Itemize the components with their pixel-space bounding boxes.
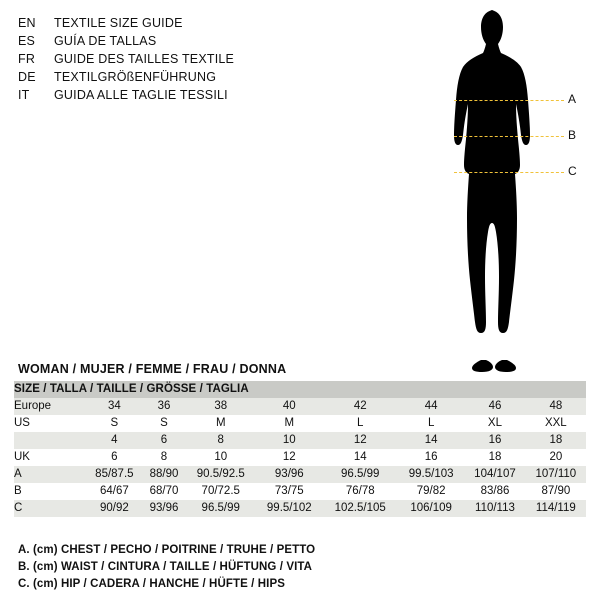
cell: 16 bbox=[464, 432, 525, 449]
cell: 85/87.5 bbox=[86, 466, 143, 483]
language-title: TEXTILGRÖßENFÜHRUNG bbox=[54, 70, 217, 84]
row-label: UK bbox=[14, 449, 86, 466]
measure-label-c: C bbox=[568, 164, 577, 178]
cell: 79/82 bbox=[398, 483, 464, 500]
cell: 68/70 bbox=[143, 483, 186, 500]
cell: M bbox=[185, 415, 256, 432]
cell: 46 bbox=[464, 398, 525, 415]
cell: 10 bbox=[185, 449, 256, 466]
cell: 34 bbox=[86, 398, 143, 415]
measure-line-waist bbox=[454, 136, 564, 137]
table-row bbox=[14, 432, 586, 449]
language-row bbox=[18, 86, 318, 104]
language-title: GUIDA ALLE TAGLIE TESSILI bbox=[54, 88, 228, 102]
cell: 18 bbox=[526, 432, 586, 449]
table-row bbox=[14, 449, 586, 466]
language-title-list bbox=[18, 14, 318, 104]
cell: 6 bbox=[86, 449, 143, 466]
row-label bbox=[14, 432, 86, 449]
cell: L bbox=[398, 415, 464, 432]
woman-silhouette-icon bbox=[440, 8, 550, 373]
language-row bbox=[18, 32, 318, 50]
cell: 114/119 bbox=[526, 500, 586, 517]
cell: 48 bbox=[526, 398, 586, 415]
cell: 40 bbox=[256, 398, 322, 415]
note-waist: B. (cm) WAIST / CINTURA / TAILLE / HÜFTUNG / VITA bbox=[18, 561, 313, 573]
language-code: IT bbox=[18, 88, 30, 102]
measurement-figure bbox=[430, 8, 595, 373]
cell: 73/75 bbox=[256, 483, 322, 500]
language-code: EN bbox=[18, 16, 36, 30]
cell: 8 bbox=[185, 432, 256, 449]
cell: 88/90 bbox=[143, 466, 186, 483]
cell: M bbox=[256, 415, 322, 432]
row-label: C bbox=[14, 500, 86, 517]
cell: S bbox=[143, 415, 186, 432]
note-chest: A. (cm) CHEST / PECHO / POITRINE / TRUHE / PETTO bbox=[18, 544, 316, 556]
cell: XL bbox=[464, 415, 525, 432]
table-header-label: SIZE / TALLA / TAILLE / GRÖSSE / TAGLIA bbox=[14, 381, 586, 398]
table-header-row bbox=[14, 381, 586, 398]
note-hip: C. (cm) HIP / CADERA / HANCHE / HÜFTE / HIPS bbox=[18, 578, 286, 590]
cell: 14 bbox=[322, 449, 398, 466]
cell: 106/109 bbox=[398, 500, 464, 517]
cell: 18 bbox=[464, 449, 525, 466]
table-row bbox=[14, 398, 586, 415]
language-title: GUIDE DES TAILLES TEXTILE bbox=[54, 52, 235, 66]
section-title: WOMAN / MUJER / FEMME / FRAU / DONNA bbox=[18, 362, 287, 376]
cell: 76/78 bbox=[322, 483, 398, 500]
language-code: FR bbox=[18, 52, 36, 66]
cell: 10 bbox=[256, 432, 322, 449]
language-row bbox=[18, 50, 318, 68]
cell: L bbox=[322, 415, 398, 432]
measure-label-a: A bbox=[568, 92, 577, 106]
row-label: US bbox=[14, 415, 86, 432]
cell: 102.5/105 bbox=[322, 500, 398, 517]
cell: 14 bbox=[398, 432, 464, 449]
cell: 64/67 bbox=[86, 483, 143, 500]
cell: 99.5/103 bbox=[398, 466, 464, 483]
table-row bbox=[14, 500, 586, 517]
row-label: Europe bbox=[14, 398, 86, 415]
cell: 107/110 bbox=[526, 466, 586, 483]
cell: 70/72.5 bbox=[185, 483, 256, 500]
cell: XXL bbox=[526, 415, 586, 432]
cell: 104/107 bbox=[464, 466, 525, 483]
cell: S bbox=[86, 415, 143, 432]
cell: 12 bbox=[256, 449, 322, 466]
cell: 87/90 bbox=[526, 483, 586, 500]
measure-label-b: B bbox=[568, 128, 577, 142]
cell: 8 bbox=[143, 449, 186, 466]
language-row bbox=[18, 14, 318, 32]
cell: 38 bbox=[185, 398, 256, 415]
cell: 83/86 bbox=[464, 483, 525, 500]
size-table bbox=[14, 381, 586, 517]
cell: 93/96 bbox=[256, 466, 322, 483]
measure-line-hip bbox=[454, 172, 564, 173]
cell: 12 bbox=[322, 432, 398, 449]
measure-line-chest bbox=[454, 100, 564, 101]
language-row bbox=[18, 68, 318, 86]
cell: 93/96 bbox=[143, 500, 186, 517]
measurement-notes bbox=[18, 542, 578, 593]
language-title: TEXTILE SIZE GUIDE bbox=[54, 16, 183, 30]
cell: 110/113 bbox=[464, 500, 525, 517]
language-code: DE bbox=[18, 70, 36, 84]
cell: 90/92 bbox=[86, 500, 143, 517]
cell: 16 bbox=[398, 449, 464, 466]
cell: 20 bbox=[526, 449, 586, 466]
size-table-wrapper bbox=[14, 381, 586, 517]
language-title: GUÍA DE TALLAS bbox=[54, 34, 157, 48]
row-label: B bbox=[14, 483, 86, 500]
table-row bbox=[14, 415, 586, 432]
cell: 42 bbox=[322, 398, 398, 415]
row-label: A bbox=[14, 466, 86, 483]
cell: 90.5/92.5 bbox=[185, 466, 256, 483]
table-row bbox=[14, 483, 586, 500]
cell: 44 bbox=[398, 398, 464, 415]
table-row bbox=[14, 466, 586, 483]
cell: 96.5/99 bbox=[322, 466, 398, 483]
language-code: ES bbox=[18, 34, 36, 48]
cell: 96.5/99 bbox=[185, 500, 256, 517]
cell: 4 bbox=[86, 432, 143, 449]
cell: 6 bbox=[143, 432, 186, 449]
cell: 36 bbox=[143, 398, 186, 415]
cell: 99.5/102 bbox=[256, 500, 322, 517]
